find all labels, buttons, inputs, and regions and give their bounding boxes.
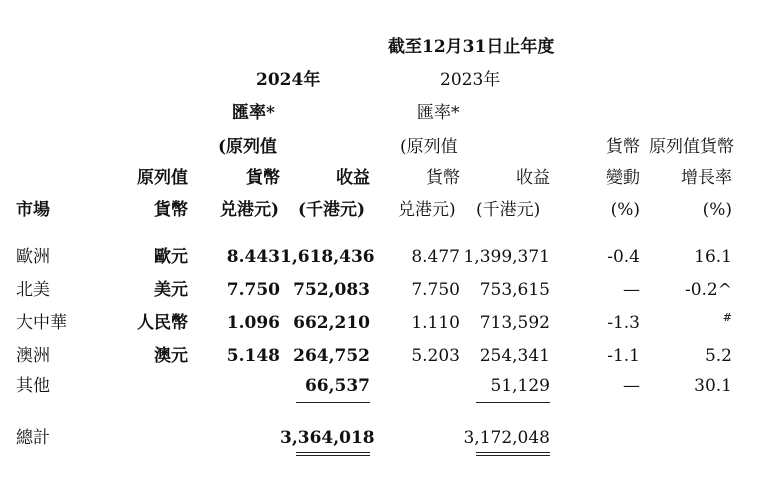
total-double-rule-2024: [296, 452, 370, 456]
rate-2024-cell: 8.443: [226, 247, 280, 267]
fx-change-header-l3: (%): [610, 200, 640, 220]
revenue-2023-header-l1: 收益: [516, 168, 550, 188]
revenue-2023-cell: 713,592: [479, 313, 550, 333]
subtotal-rule-2024: [296, 402, 370, 403]
subtotal-rule-2023: [476, 402, 550, 403]
revenue-2024-cell: 1,618,436: [280, 247, 375, 267]
rate-2023-header-l4: 兑港元): [398, 200, 456, 220]
rate-2023-cell: 7.750: [411, 280, 460, 300]
rate-2023-cell: 5.203: [411, 346, 460, 366]
revenue-2023-cell: 753,615: [479, 280, 550, 300]
fx-change-header-l2: 變動: [606, 168, 640, 188]
rate-2023-cell: 1.110: [411, 313, 460, 333]
market-cell: 澳洲: [16, 346, 50, 366]
revenue-2024-cell: 752,083: [293, 280, 370, 300]
rate-2023-header-l1: 匯率*: [417, 103, 460, 123]
market-cell: 歐洲: [16, 247, 50, 267]
rate-2024-cell: 7.750: [226, 280, 280, 300]
currency-cell: 美元: [154, 280, 188, 300]
fx-change-cell: -1.3: [607, 313, 640, 333]
fx-change-cell: -1.1: [607, 346, 640, 366]
total-double-rule-2023: [476, 452, 550, 456]
market-cell: 北美: [16, 280, 50, 300]
rate-2024-cell: 1.096: [226, 313, 280, 333]
revenue-2023-header-l2: (千港元): [476, 200, 541, 220]
period-heading: 截至12月31日止年度: [388, 37, 555, 57]
currency-cell: 人民幣: [137, 313, 188, 333]
growth-cell: -0.2^: [684, 280, 732, 300]
rate-2024-header-l2: (原列值: [218, 137, 278, 157]
revenue-2023-cell: 1,399,371: [463, 247, 550, 267]
growth-cell: 16.1: [694, 247, 732, 267]
currency-cell: 澳元: [154, 346, 188, 366]
fx-change-cell: —: [623, 280, 640, 300]
currency-header-l1: 原列值: [137, 168, 188, 188]
year-2023-heading: 2023年: [440, 70, 501, 90]
market-cell: 其他: [16, 376, 50, 396]
currency-cell: 歐元: [154, 247, 188, 267]
fx-change-cell: —: [623, 376, 640, 396]
growth-header-l3: (%): [702, 200, 732, 220]
total-label: 總計: [16, 428, 50, 448]
rate-2023-header-l2: (原列值: [400, 137, 458, 157]
revenue-2024-header-l2: (千港元): [298, 200, 366, 220]
revenue-2024-cell: 662,210: [293, 313, 370, 333]
market-cell: 大中華: [16, 313, 67, 333]
growth-cell: #: [722, 311, 732, 324]
growth-header-l2: 增長率: [681, 168, 732, 188]
growth-cell: 5.2: [704, 346, 732, 366]
growth-header-l1: 原列值貨幣: [649, 137, 734, 157]
rate-2024-header-l3: 貨幣: [246, 168, 280, 188]
growth-cell: 30.1: [694, 376, 732, 396]
rate-2023-header-l3: 貨幣: [426, 168, 460, 188]
fx-change-header-l1: 貨幣: [606, 137, 640, 157]
revenue-2023-cell: 51,129: [490, 376, 550, 396]
revenue-2024-cell: 264,752: [293, 346, 370, 366]
rate-2024-header-l4: 兑港元): [220, 200, 280, 220]
currency-header-l2: 貨幣: [154, 200, 188, 220]
fx-change-cell: -0.4: [607, 247, 640, 267]
revenue-2024-cell: 66,537: [304, 376, 370, 396]
year-2024-heading: 2024年: [256, 70, 321, 90]
rate-2024-header-l1: 匯率*: [232, 103, 275, 123]
market-header: 市場: [16, 200, 50, 220]
revenue-2024-header-l1: 收益: [336, 168, 370, 188]
rate-2023-cell: 8.477: [411, 247, 460, 267]
revenue-2023-cell: 254,341: [479, 346, 550, 366]
total-revenue-2024: 3,364,018: [280, 428, 375, 448]
rate-2024-cell: 5.148: [226, 346, 280, 366]
total-revenue-2023: 3,172,048: [463, 428, 550, 448]
